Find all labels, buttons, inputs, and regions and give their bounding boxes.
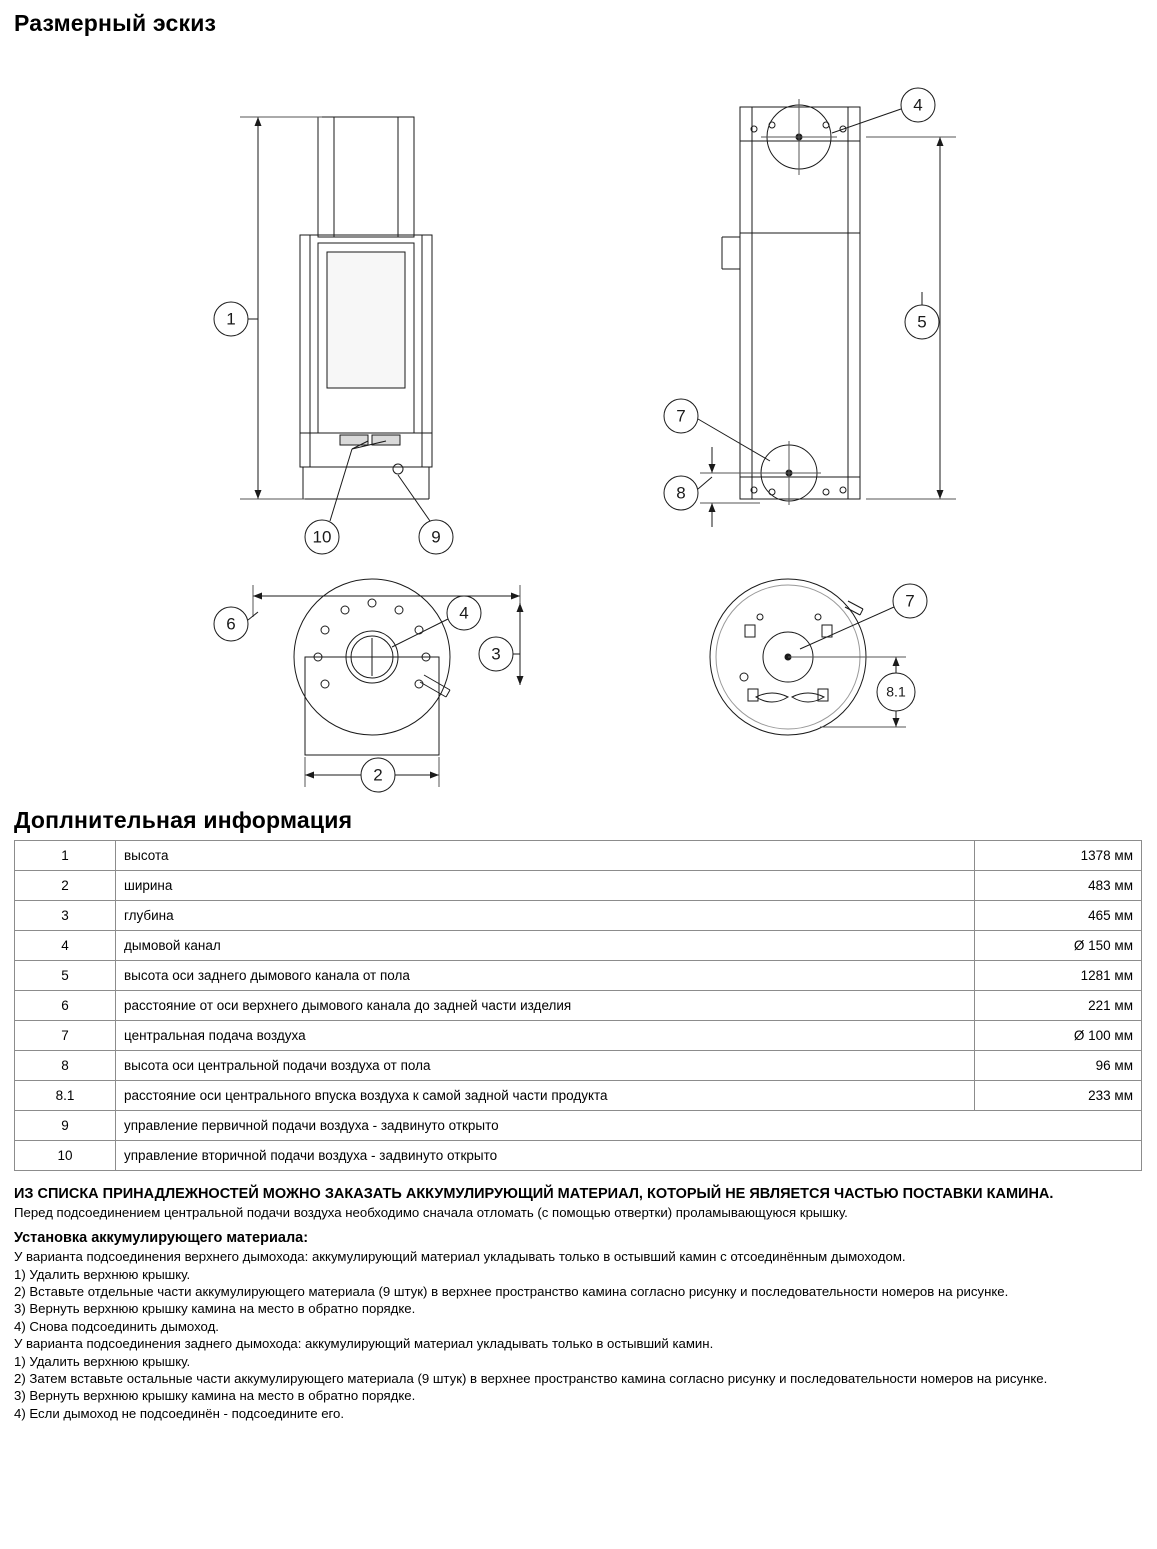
row-value: Ø 150 мм [975, 931, 1142, 961]
row-index: 1 [15, 841, 116, 871]
dimensions-table [14, 840, 1142, 1171]
table-row [15, 1111, 1142, 1141]
callout-3: 3 [491, 644, 501, 664]
notes-section [14, 1185, 1143, 1422]
row-index: 9 [15, 1111, 116, 1141]
notes-line-9: 2) Затем вставьте остальные части аккумулирующего материала (9 штук) в верхнее пространство камина согласно рисунку и последовательности номеров на рисунке. [14, 1371, 1048, 1387]
row-index: 4 [15, 931, 116, 961]
row-value: 465 мм [975, 901, 1142, 931]
callout-8-1: 8.1 [886, 683, 906, 700]
callout-4-top: 4 [459, 603, 469, 623]
document-page [0, 10, 1157, 1422]
row-value: 1378 мм [975, 841, 1142, 871]
row-value: Ø 100 мм [975, 1021, 1142, 1051]
row-description: высота оси заднего дымового канала от пола [116, 961, 975, 991]
notes-line-6: 4) Снова подсоединить дымоход. [14, 1318, 219, 1334]
callout-5: 5 [917, 312, 927, 332]
technical-drawing [0, 37, 1157, 807]
callout-4-side: 4 [913, 95, 923, 115]
row-value: 96 мм [975, 1051, 1142, 1081]
notes-subheading: Установка аккумулирующего материала: [14, 1229, 309, 1246]
row-value: 483 мм [975, 871, 1142, 901]
notes-line-3: 1) Удалить верхнюю крышку. [14, 1266, 191, 1282]
table-row [15, 1141, 1142, 1171]
page-title: Размерный эскиз [14, 10, 217, 36]
callout-7-side: 7 [676, 406, 686, 426]
notes-line-1: Перед подсоединением центральной подачи воздуха необходимо сначала отломать (с помощью отвертки) проламывающуюся крышку. [14, 1204, 848, 1220]
callout-6: 6 [226, 614, 236, 634]
row-index: 6 [15, 991, 116, 1021]
table-row [15, 871, 1142, 901]
table-row [15, 1021, 1142, 1051]
callout-7-bottom: 7 [905, 591, 915, 611]
notes-line-2: У варианта подсоединения верхнего дымохода: аккумулирующий материал укладывать только в остывший камин с отсоединённым дымоходом. [14, 1249, 906, 1265]
row-value: 233 мм [975, 1081, 1142, 1111]
row-index: 8 [15, 1051, 116, 1081]
callout-2: 2 [373, 765, 383, 785]
row-value: 1281 мм [975, 961, 1142, 991]
callout-1: 1 [226, 309, 236, 329]
notes-accessory-warning: ИЗ СПИСКА ПРИНАДЛЕЖНОСТЕЙ МОЖНО ЗАКАЗАТЬ АККУМУЛИРУЮЩИЙ МАТЕРИАЛ, КОТОРЫЙ НЕ ЯВЛЯЕТСЯ ЧАСТЬЮ ПОСТАВКИ КАМИНА. [14, 1186, 1054, 1202]
row-index: 3 [15, 901, 116, 931]
row-description: высота оси центральной подачи воздуха от пола [116, 1051, 975, 1081]
callout-10: 10 [312, 527, 332, 547]
row-index: 7 [15, 1021, 116, 1051]
row-description: расстояние от оси верхнего дымового канала до задней части изделия [116, 991, 975, 1021]
row-description: высота [116, 841, 975, 871]
row-description: центральная подача воздуха [116, 1021, 975, 1051]
row-description: управление вторичной подачи воздуха - задвинуто открыто [116, 1141, 1142, 1171]
row-index: 5 [15, 961, 116, 991]
row-description: расстояние оси центрального впуска воздуха к самой задной части продукта [116, 1081, 975, 1111]
notes-line-10: 3) Вернуть верхнюю крышку камина на место в обратно порядке. [14, 1388, 416, 1404]
table-row [15, 901, 1142, 931]
notes-line-7: У варианта подсоединения заднего дымохода: аккумулирующий материал укладывать только в остывший камин. [14, 1336, 714, 1352]
row-description: дымовой канал [116, 931, 975, 961]
row-value: 221 мм [975, 991, 1142, 1021]
table-row [15, 841, 1142, 871]
row-index: 8.1 [15, 1081, 116, 1111]
callout-9: 9 [431, 527, 441, 547]
table-row [15, 961, 1142, 991]
notes-line-4: 2) Вставьте отдельные части аккумулирующего материала (9 штук) в верхнее пространство камина согласно рисунку и последовательности номеров на рисунке. [14, 1283, 1009, 1299]
table-body [15, 841, 1142, 1171]
additional-info-title: Доплнительная информация [14, 807, 353, 833]
row-description: ширина [116, 871, 975, 901]
table-row [15, 1051, 1142, 1081]
row-description: управление первичной подачи воздуха - задвинуто открыто [116, 1111, 1142, 1141]
table-row [15, 931, 1142, 961]
notes-line-8: 1) Удалить верхнюю крышку. [14, 1353, 191, 1369]
notes-line-5: 3) Вернуть верхнюю крышку камина на место в обратно порядке. [14, 1301, 416, 1317]
notes-line-11: 4) Если дымоход не подсоединён - подсоедините его. [14, 1405, 345, 1421]
table-row [15, 1081, 1142, 1111]
callout-8: 8 [676, 483, 686, 503]
row-index: 2 [15, 871, 116, 901]
table-row [15, 991, 1142, 1021]
row-description: глубина [116, 901, 975, 931]
row-index: 10 [15, 1141, 116, 1171]
